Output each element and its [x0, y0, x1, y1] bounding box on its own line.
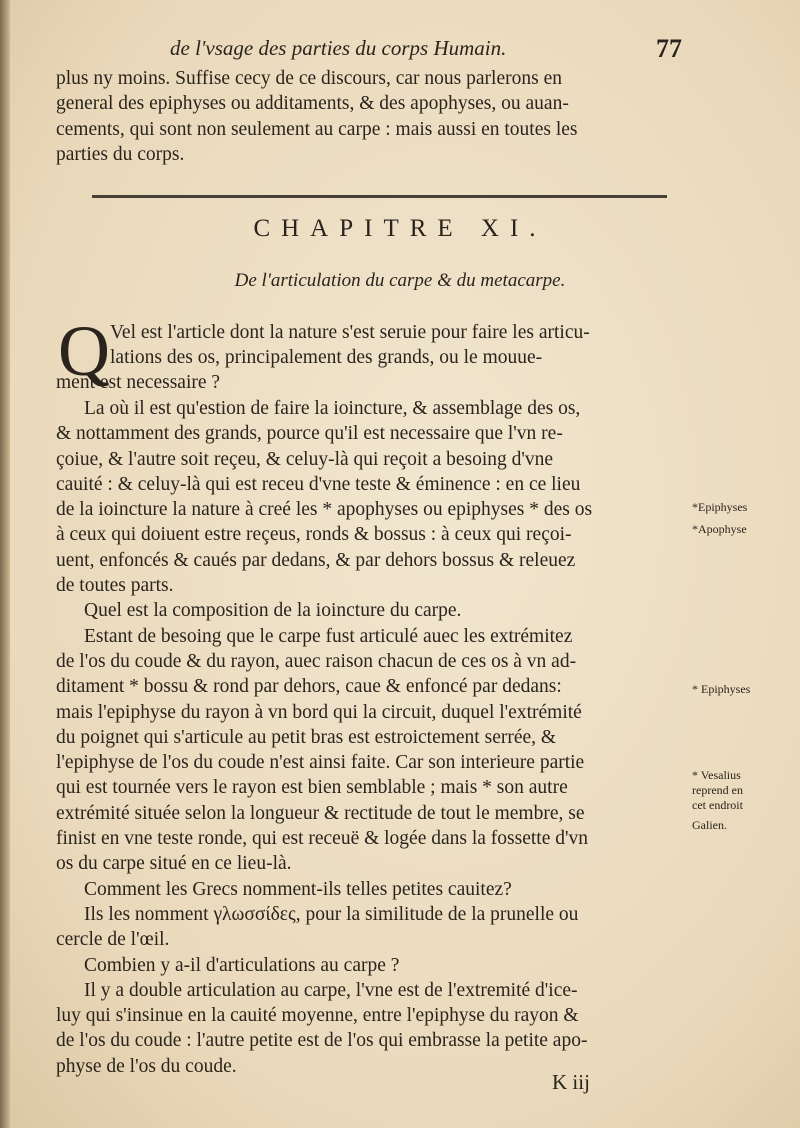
- text-line: qui est tournée vers le rayon est bien semblable ; mais * son autre: [56, 777, 568, 799]
- text-line: de l'os du coude & du rayon, auec raison chacun de ces os à vn ad-: [56, 650, 577, 672]
- running-header: [170, 36, 690, 61]
- question-line: Combien y a-il d'articulations au carpe ?: [84, 954, 400, 976]
- text-line: de la ioincture la nature à creé les * apophyses ou epiphyses * des os: [56, 499, 593, 521]
- margin-note: cet endroit: [692, 798, 743, 812]
- chapter-heading: CHAPITRE XI.: [253, 215, 547, 242]
- text-line: de toutes parts.: [56, 575, 174, 597]
- margin-note: Galien.: [692, 818, 727, 832]
- text-line: ment est necessaire ?: [56, 372, 221, 393]
- text-line: l'epiphyse de l'os du coude n'est ainsi faite. Car son interieure partie: [56, 752, 585, 774]
- text-line: mais l'epiphyse du rayon à vn bord qui la circuit, duquel l'extrémité: [56, 701, 582, 723]
- text-line: du poignet qui s'articule au petit bras est estroictement serrée, &: [56, 726, 557, 748]
- text-line: Il y a double articulation au carpe, l'vne est de l'extremité d'ice-: [84, 979, 578, 1001]
- text-line: luy qui s'insinue en la cauité moyenne, entre l'epiphyse du rayon &: [56, 1005, 579, 1027]
- page-gutter: [0, 0, 10, 1128]
- signature-mark: K iij: [552, 1070, 590, 1094]
- text-line: ditament * bossu & rond par dehors, caue & enfoncé par dedans:: [56, 676, 562, 698]
- margin-note: * Epiphyses: [692, 682, 751, 696]
- text-line: general des epiphyses ou additaments, & des apophyses, ou auan-: [56, 93, 569, 115]
- text-line: physe de l'os du coude.: [56, 1055, 237, 1077]
- margin-note: *Epiphyses: [692, 500, 748, 514]
- text-line: cauité : & celuy-là qui est receu d'vne teste & éminence : en ce lieu: [56, 473, 581, 495]
- text-line: Ils les nomment γλωσσίδες, pour la similitude de la prunelle ou: [84, 903, 579, 925]
- text-line: os du carpe situé en ce lieu-là.: [56, 853, 292, 875]
- text-line: à ceux qui doiuent estre reçeus, ronds & bossus : à ceux qui reçoi-: [56, 524, 572, 546]
- text-line: de l'os du coude : l'autre petite est de l'os qui embrasse la petite apo-: [56, 1030, 588, 1052]
- text-line: finist en vne teste ronde, qui est receuë & logée dans la fossette d'vn: [56, 828, 589, 850]
- text-line: & nottamment des grands, pource qu'il est necessaire que l'vn re-: [56, 423, 563, 445]
- text-line: lations des os, principalement des grands, ou le mouue-: [110, 347, 543, 369]
- margin-note: *Apophyse: [692, 522, 747, 536]
- drop-cap: Q: [58, 311, 110, 391]
- margin-note: * Vesalius: [692, 768, 741, 782]
- text-line: Vel est l'article dont la nature s'est seruie pour faire les articu-: [110, 322, 590, 343]
- page-number: 77: [656, 34, 682, 63]
- text-line: extrémité située selon la longueur & rectitude de tout le membre, se: [56, 802, 585, 824]
- section-divider: [92, 195, 667, 198]
- first-paragraph-end: [56, 370, 686, 395]
- margin-note: reprend en: [692, 783, 743, 797]
- running-title: de l'vsage des parties du corps Humain.: [170, 36, 507, 60]
- text-line: Estant de besoing que le carpe fust articulé auec les extrémitez: [84, 625, 573, 647]
- first-paragraph: [110, 320, 686, 371]
- text-line: cements, qui sont non seulement au carpe : mais aussi en toutes les: [56, 118, 578, 140]
- question-line: Quel est la composition de la ioincture du carpe.: [84, 600, 462, 622]
- question-line: Comment les Grecs nomment-ils telles petites cauitez?: [84, 878, 512, 900]
- chapter-subtitle: De l'articulation du carpe & du metacarpe.: [234, 270, 566, 291]
- intro-paragraph: [56, 66, 686, 167]
- text-line: parties du corps.: [56, 143, 185, 165]
- main-text: [56, 396, 686, 1079]
- text-line: uent, enfoncés & caués par dedans, & par dehors bossus & releuez: [56, 549, 576, 571]
- text-line: cercle de l'œil.: [56, 929, 170, 951]
- text-line: plus ny moins. Suffise cecy de ce discours, car nous parlerons en: [56, 68, 562, 89]
- text-line: çoiue, & l'autre soit reçeu, & celuy-là qui reçoit a besoing d'vne: [56, 448, 554, 470]
- text-line: La où il est qu'estion de faire la ioincture, & assemblage des os,: [84, 398, 581, 419]
